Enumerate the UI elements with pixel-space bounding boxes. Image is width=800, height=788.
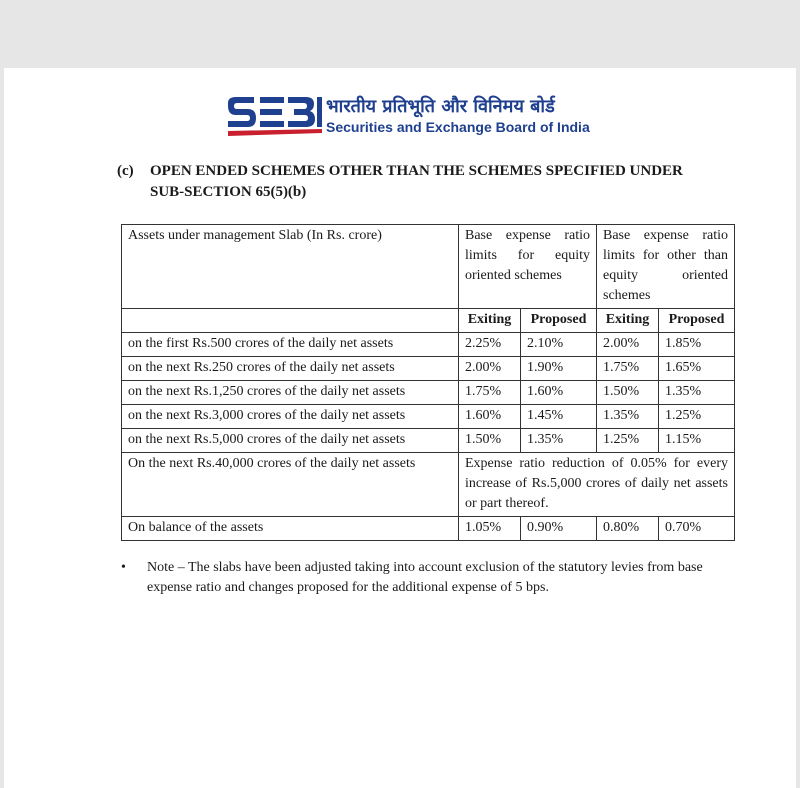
other-proposed-value: 1.25%	[659, 405, 735, 429]
other-existing-value: 1.25%	[597, 429, 659, 453]
slab-column-header: Assets under management Slab (In Rs. crore)	[122, 225, 459, 309]
other-proposed-value: 1.65%	[659, 357, 735, 381]
equity-group-header: Base expense ratio limits for equity oriented schemes	[459, 225, 597, 309]
other-existing-value: 1.50%	[597, 381, 659, 405]
other-group-header: Base expense ratio limits for other than equity oriented schemes	[597, 225, 735, 309]
equity-proposed-value: 0.90%	[521, 517, 597, 541]
equity-existing-value: 1.05%	[459, 517, 521, 541]
slab-label: On balance of the assets	[122, 517, 459, 541]
other-proposed-value: 0.70%	[659, 517, 735, 541]
sebi-logo-mark	[226, 95, 322, 139]
reduction-rule-text: Expense ratio reduction of 0.05% for every increase of Rs.5,000 crores of daily net assets or part thereof.	[459, 453, 735, 517]
slab-label: on the next Rs.250 crores of the daily net assets	[122, 357, 459, 381]
table-subheader-row	[122, 309, 735, 333]
other-proposed-value: 1.35%	[659, 381, 735, 405]
logo-english-text: Securities and Exchange Board of India	[326, 119, 590, 135]
other-existing-value: 1.35%	[597, 405, 659, 429]
section-title-line1: OPEN ENDED SCHEMES OTHER THAN THE SCHEMES SPECIFIED UNDER	[150, 163, 683, 179]
equity-proposed-value: 1.35%	[521, 429, 597, 453]
section-label: (c)	[117, 163, 134, 179]
equity-existing-value: 1.50%	[459, 429, 521, 453]
other-existing-header: Exiting	[597, 309, 659, 333]
table-row	[122, 381, 735, 405]
table-row	[122, 333, 735, 357]
equity-existing-header: Exiting	[459, 309, 521, 333]
slab-label: on the next Rs.1,250 crores of the daily net assets	[122, 381, 459, 405]
table-row	[122, 405, 735, 429]
expense-ratio-table	[121, 224, 735, 541]
equity-proposed-value: 2.10%	[521, 333, 597, 357]
note-text: Note – The slabs have been adjusted taking into account exclusion of the statutory levies from base expense ratio and changes proposed for the additional expense of 5 bps.	[147, 560, 703, 595]
empty-cell	[122, 309, 459, 333]
slab-label: on the next Rs.3,000 crores of the daily net assets	[122, 405, 459, 429]
other-existing-value: 0.80%	[597, 517, 659, 541]
table-row-40000	[122, 453, 735, 517]
other-proposed-value: 1.85%	[659, 333, 735, 357]
equity-proposed-header: Proposed	[521, 309, 597, 333]
sebi-logo	[226, 95, 626, 139]
equity-existing-value: 1.75%	[459, 381, 521, 405]
section-title-line2: SUB-SECTION 65(5)(b)	[150, 184, 307, 200]
bullet-icon: •	[121, 560, 126, 575]
document-page	[4, 68, 796, 788]
equity-existing-value: 2.00%	[459, 357, 521, 381]
logo-hindi-text: भारतीय प्रतिभूति और विनिमय बोर्ड	[326, 96, 555, 117]
other-proposed-value: 1.15%	[659, 429, 735, 453]
equity-proposed-value: 1.60%	[521, 381, 597, 405]
table-header-row	[122, 225, 735, 309]
equity-proposed-value: 1.45%	[521, 405, 597, 429]
other-proposed-header: Proposed	[659, 309, 735, 333]
equity-existing-value: 2.25%	[459, 333, 521, 357]
table-row	[122, 429, 735, 453]
slab-label: on the next Rs.5,000 crores of the daily net assets	[122, 429, 459, 453]
other-existing-value: 1.75%	[597, 357, 659, 381]
slab-label: On the next Rs.40,000 crores of the daily net assets	[122, 453, 459, 517]
other-existing-value: 2.00%	[597, 333, 659, 357]
table-row	[122, 357, 735, 381]
equity-existing-value: 1.60%	[459, 405, 521, 429]
equity-proposed-value: 1.90%	[521, 357, 597, 381]
table-row-balance	[122, 517, 735, 541]
slab-label: on the first Rs.500 crores of the daily net assets	[122, 333, 459, 357]
